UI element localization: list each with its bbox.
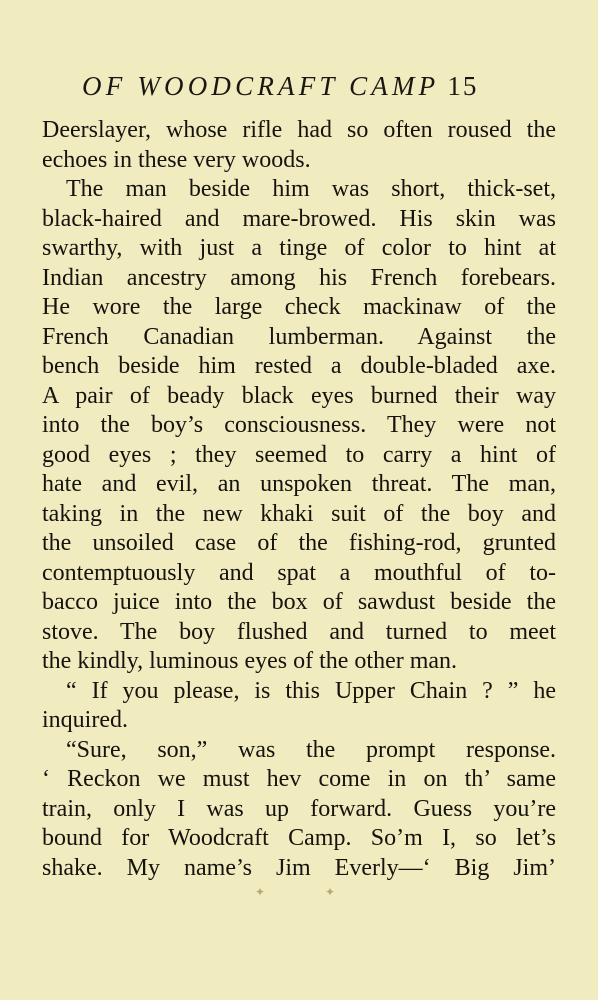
text-line: ‘ Reckon we must hev come in on th’ same xyxy=(42,766,556,792)
text-line: swarthy, with just a tinge of color to hint at xyxy=(42,235,556,261)
text-line: black-haired and mare-browed. His skin was xyxy=(42,205,556,232)
text-line: “Sure, son,” was the prompt response. xyxy=(66,736,556,763)
running-header xyxy=(82,71,552,102)
text-line: the unsoiled case of the fishing-rod, grunted xyxy=(42,530,556,556)
text-line: A pair of beady black eyes burned their way xyxy=(42,382,556,409)
text-line: stove. The boy flushed and turned to meet xyxy=(42,618,556,645)
text-line: He wore the large check mackinaw of the xyxy=(42,294,556,320)
page-smudge-ornament: ✦✦ xyxy=(255,885,396,899)
text-line: echoes in these very woods. xyxy=(42,146,311,173)
text-line: “ If you please, is this Upper Chain ? ” he xyxy=(66,677,556,704)
text-line: Deerslayer, whose rifle had so often roused the xyxy=(42,117,556,143)
text-line: French Canadian lumberman. Against the xyxy=(42,323,556,350)
page-number: 15 xyxy=(447,71,479,101)
running-title: OF WOODCRAFT CAMP xyxy=(82,71,440,101)
text-line: bench beside him rested a double-bladed axe. xyxy=(42,353,556,379)
text-line: taking in the new khaki suit of the boy and xyxy=(42,500,556,527)
text-line: the kindly, luminous eyes of the other man. xyxy=(42,648,458,674)
text-line: shake. My name’s Jim Everly—‘ Big Jim’ xyxy=(42,854,556,881)
text-line: train, only I was up forward. Guess you’re xyxy=(42,795,556,822)
text-line: bacco juice into the box of sawdust beside the xyxy=(42,589,556,615)
text-line: contemptuously and spat a mouthful of to- xyxy=(42,559,556,586)
text-line: inquired. xyxy=(42,707,128,733)
text-line: bound for Woodcraft Camp. So’m I, so let’s xyxy=(42,825,556,851)
text-line: The man beside him was short, thick-set, xyxy=(66,176,556,202)
text-line: into the boy’s consciousness. They were not xyxy=(42,412,556,438)
text-line: hate and evil, an unspoken threat. The man, xyxy=(42,471,556,497)
body-text xyxy=(42,116,556,883)
text-line: Indian ancestry among his French forebears. xyxy=(42,264,556,291)
text-line: good eyes ; they seemed to carry a hint of xyxy=(42,441,556,468)
